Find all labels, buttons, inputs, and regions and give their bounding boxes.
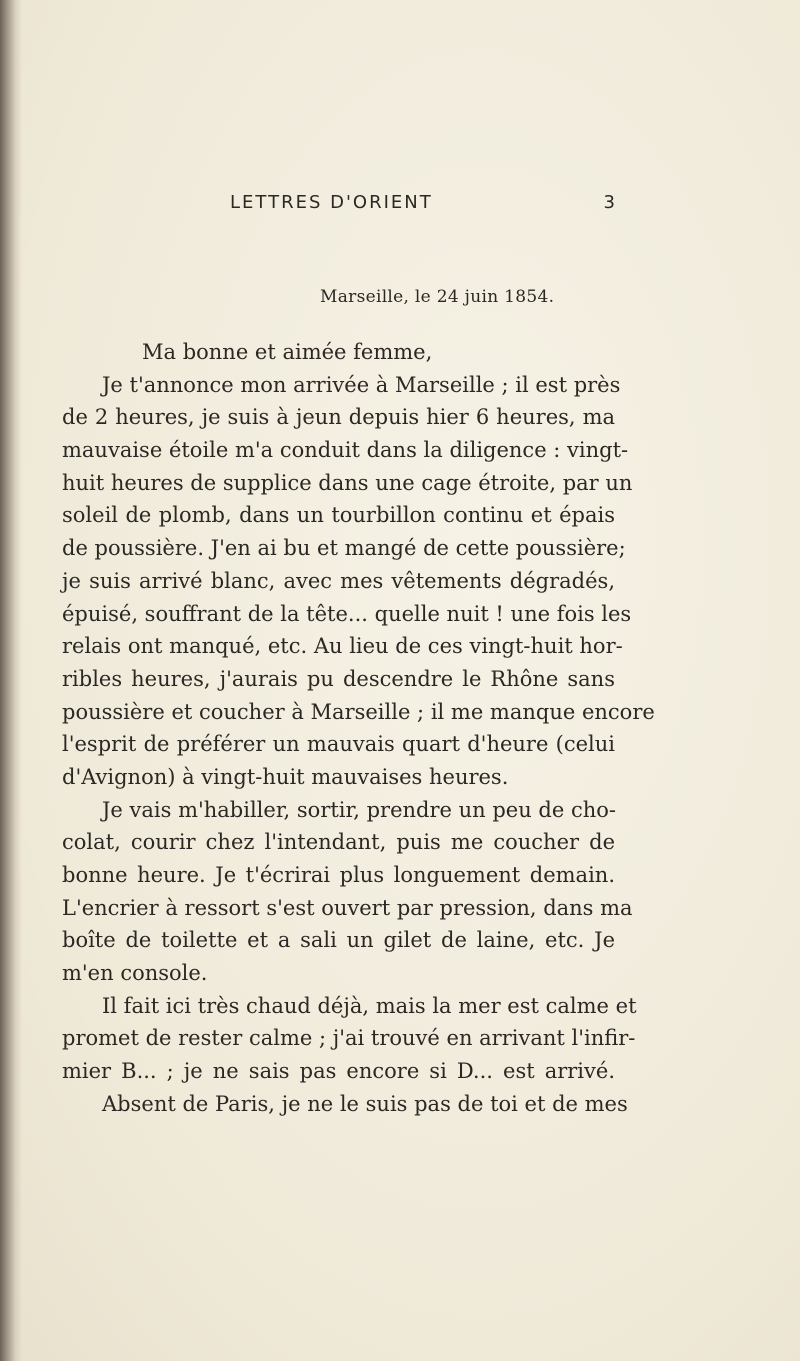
letter-dateline: Marseille, le 24 juin 1854.: [320, 287, 555, 307]
text-line: Absent de Paris, je ne le suis pas de toi et de mes: [102, 1091, 628, 1116]
text-line: L'encrier à ressort s'est ouvert par pression, dans ma: [62, 895, 633, 920]
text-line: épuisé, souffrant de la tête... quelle nuit ! une fois les: [62, 601, 632, 626]
text-line: de poussière. J'en ai bu et mangé de cette poussière;: [62, 536, 626, 561]
running-title: LETTRES D'ORIENT: [230, 192, 433, 213]
text-line: de 2 heures, je suis à jeun depuis hier 6 heures, ma: [62, 405, 615, 430]
letter-body: [62, 336, 655, 1121]
page-number: 3: [603, 192, 615, 213]
text-line: poussière et coucher à Marseille ; il me manque encore: [62, 699, 655, 724]
text-line: je suis arrivé blanc, avec mes vêtements dégradés,: [62, 568, 615, 593]
text-line: colat, courir chez l'intendant, puis me coucher de: [62, 830, 615, 855]
text-line: bonne heure. Je t'écrirai plus longuement demain.: [62, 863, 615, 887]
text-line: Je t'annonce mon arrivée à Marseille ; il est près: [102, 372, 621, 397]
text-line: Il fait ici très chaud déjà, mais la mer est calme et: [102, 993, 637, 1018]
page-binding-edge: [0, 0, 22, 1361]
text-line: mier B... ; je ne sais pas encore si D... est arrivé.: [62, 1059, 615, 1084]
text-line: m'en console.: [62, 961, 208, 986]
text-line: mauvaise étoile m'a conduit dans la diligence : vingt-: [62, 438, 629, 463]
text-line: Je vais m'habiller, sortir, prendre un peu de cho-: [102, 797, 616, 822]
text-line: boîte de toilette et a sali un gilet de laine, etc. Je: [62, 928, 615, 953]
letter-salutation: Ma bonne et aimée femme,: [142, 340, 433, 364]
text-line: promet de rester calme ; j'ai trouvé en arrivant l'infir-: [62, 1026, 636, 1051]
text-line: l'esprit de préférer un mauvais quart d'heure (celui: [62, 732, 615, 757]
text-line: ribles heures, j'aurais pu descendre le Rhône sans: [62, 666, 615, 691]
running-head: [100, 190, 615, 220]
text-line: d'Avignon) à vingt-huit mauvaises heures.: [62, 764, 509, 789]
text-line: huit heures de supplice dans une cage étroite, par un: [62, 470, 633, 495]
text-line: soleil de plomb, dans un tourbillon continu et épais: [62, 503, 615, 528]
text-line: relais ont manqué, etc. Au lieu de ces vingt-huit hor-: [62, 634, 623, 659]
